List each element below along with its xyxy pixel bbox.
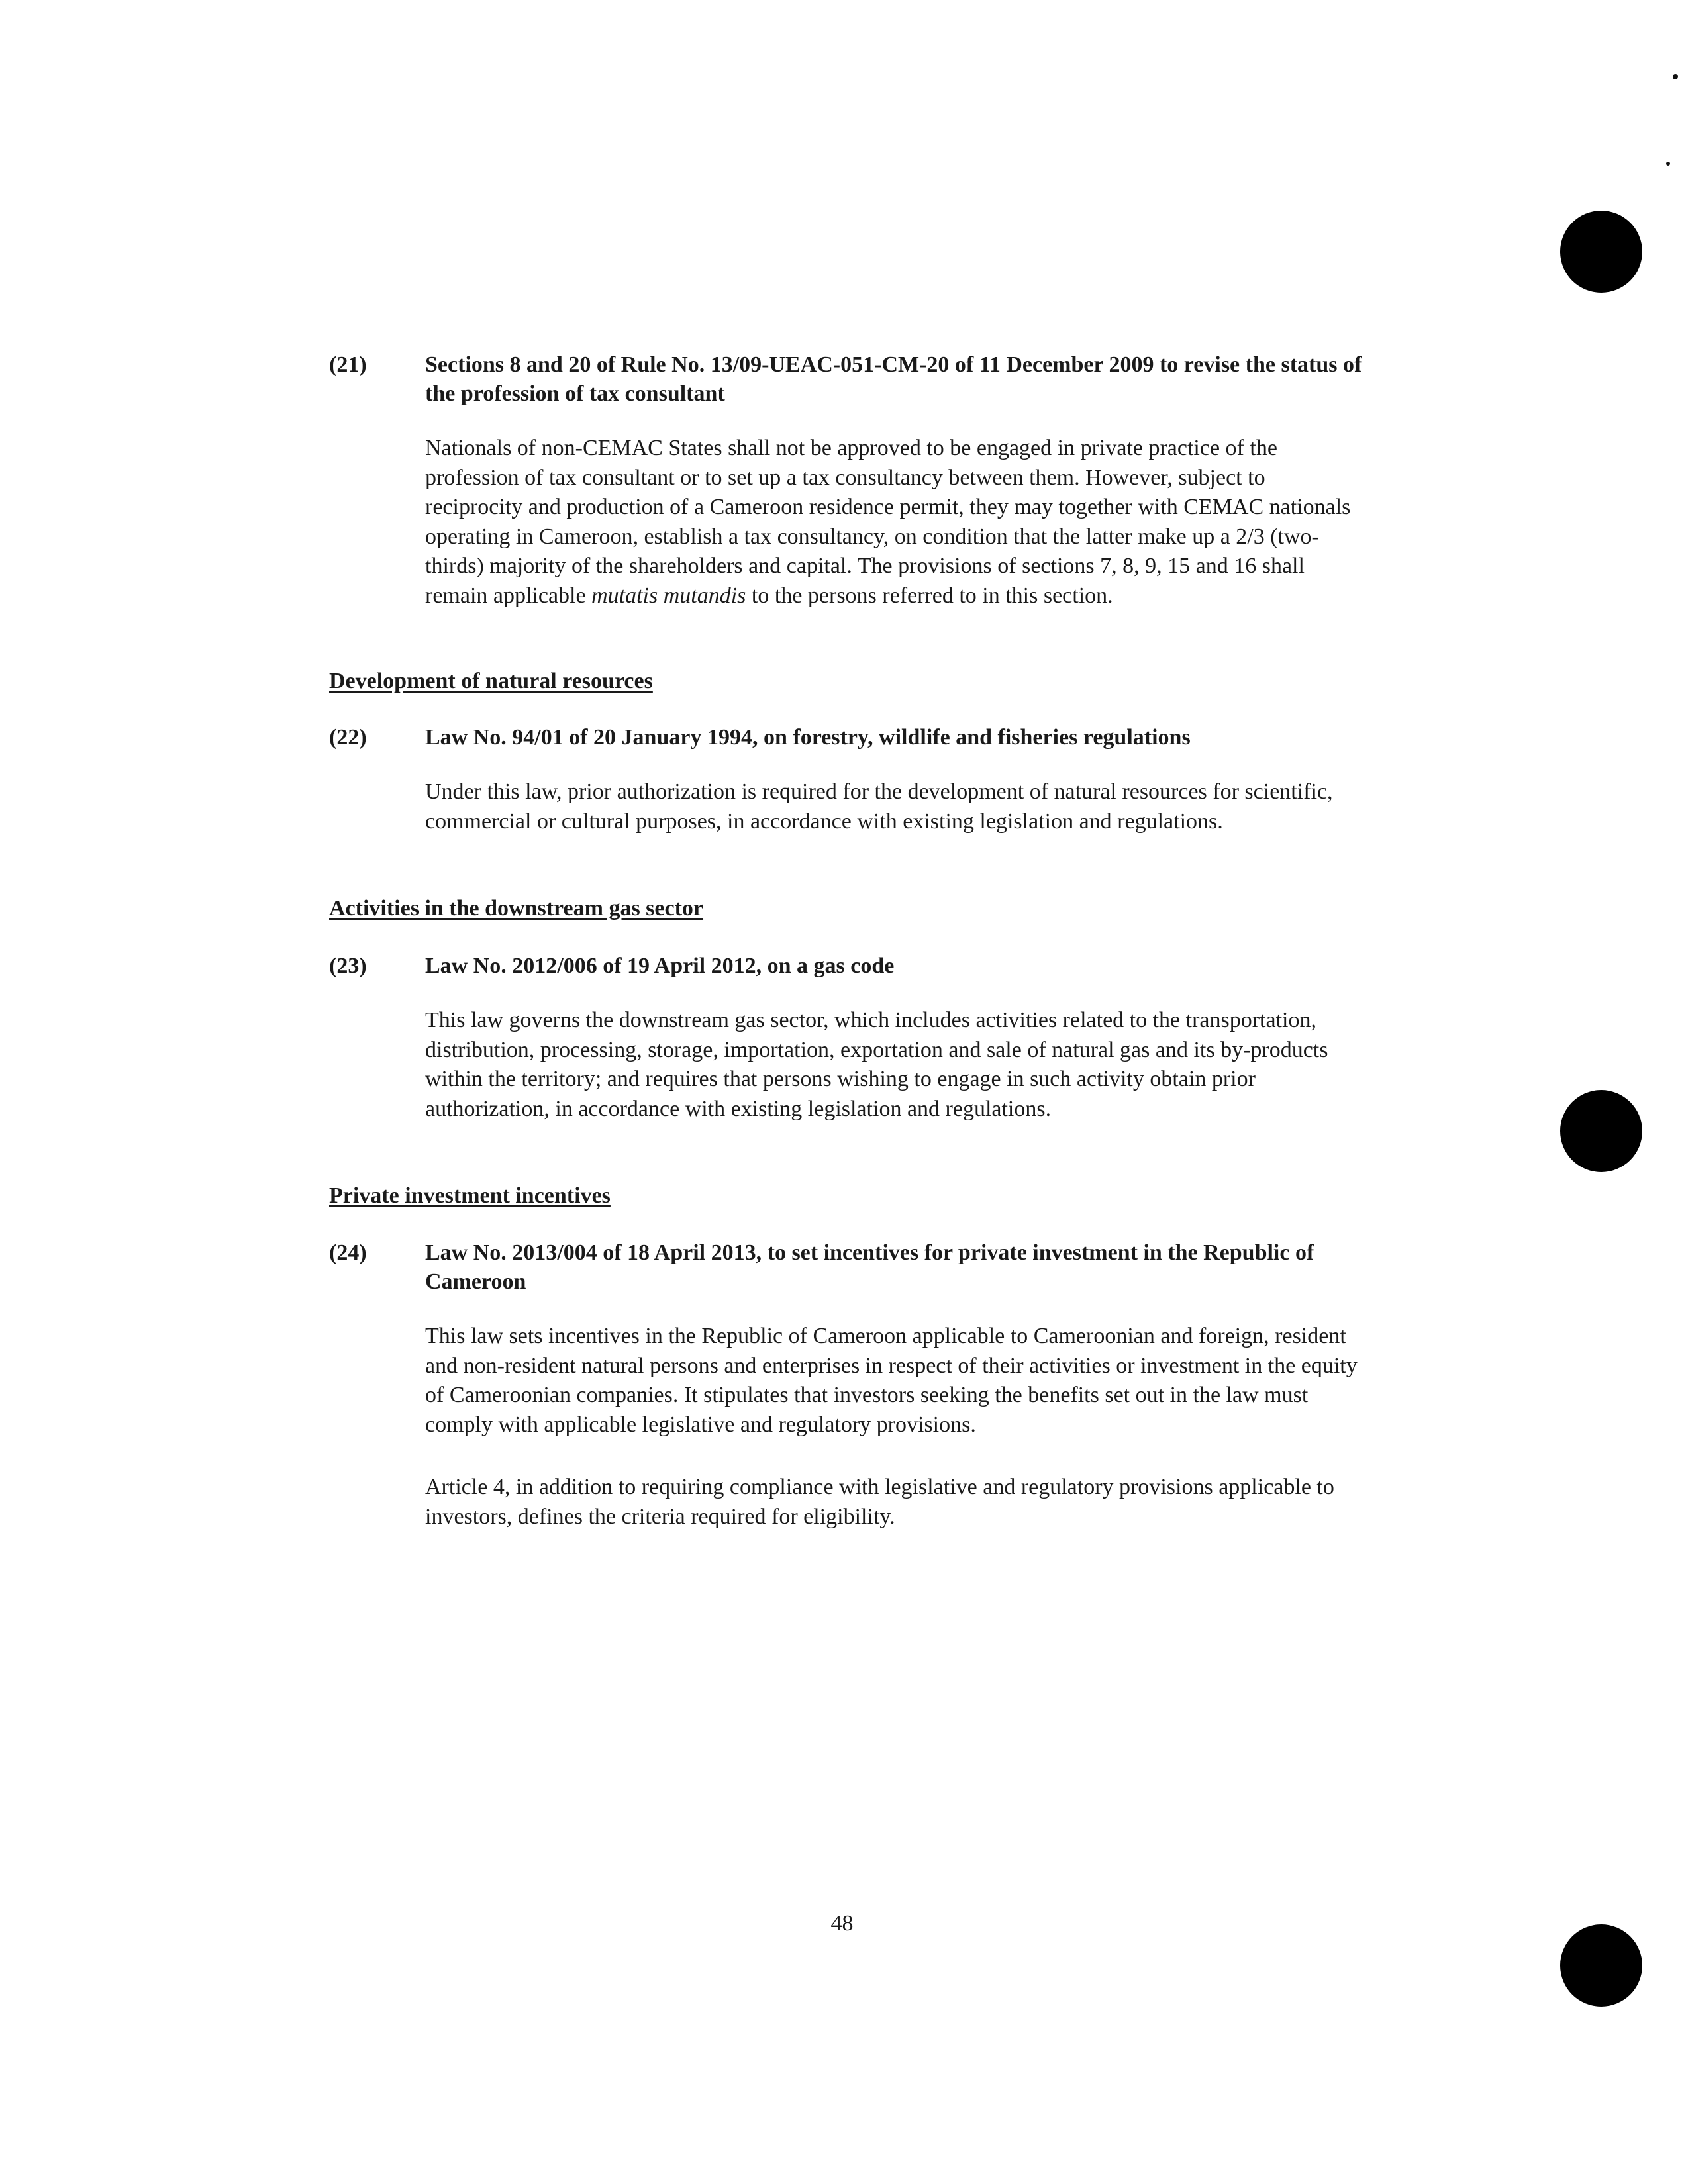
entry-heading: Law No. 94/01 of 20 January 1994, on forestry, wildlife and fisheries regulations — [425, 725, 1191, 750]
section-title-natural-resources: Development of natural resources — [329, 669, 653, 693]
entry-body — [425, 777, 1365, 836]
entry-heading: Sections 8 and 20 of Rule No. 13/09-UEAC-051-CM-20 of 11 December 2009 to revise the status of the profession of tax consultant — [425, 352, 1362, 406]
section-title-downstream-gas: Activities in the downstream gas sector — [329, 896, 704, 920]
section-title-private-investment: Private investment incentives — [329, 1183, 611, 1208]
scan-speck — [1666, 162, 1670, 166]
scan-speck — [1673, 74, 1678, 79]
paragraph-text: to the persons referred to in this section. — [746, 583, 1113, 608]
entry-24 — [329, 1238, 1362, 1532]
entry-body — [425, 1322, 1365, 1532]
page-number: 48 — [830, 1911, 854, 1936]
entry-number: (21) — [329, 352, 367, 377]
paragraph-text: Nationals of non-CEMAC States shall not be approved to be engaged in private practice of the profession of tax consultant or to set up a tax consultancy between them. However, subject to reciprocity and production of a Cameroon residence permit, they may together with CEMAC nationals operating in Cameroon, establish a tax consultancy, on condition that the latter make up a 2/3 (two-thirds) majority of the shareholders and capital. The provisions of sections 7, 8, 9, 15 and 16 shall remain applicable — [425, 436, 1351, 608]
entry-body — [425, 434, 1365, 611]
entry-paragraph: Article 4, in addition to requiring compliance with legislative and regulatory provisions applicable to investors, defines the criteria required for eligibility. — [425, 1475, 1334, 1529]
punch-hole-bottom — [1560, 1924, 1642, 2007]
punch-hole-top — [1560, 211, 1642, 293]
entry-body — [425, 1006, 1365, 1124]
punch-hole-middle — [1560, 1090, 1642, 1172]
entry-paragraph: This law sets incentives in the Republic of Cameroon applicable to Cameroonian and foreign, resident and non-resident natural persons and enterprises in respect of their activities or investment in the equity of Cameroonian companies. It stipulates that investors seeking the benefits set out in the law must comply with applicable legislative and regulatory provisions. — [425, 1324, 1358, 1437]
entry-23 — [329, 952, 1362, 1124]
entry-paragraph: This law governs the downstream gas sector, which includes activities related to the transportation, distribution, processing, storage, importation, exportation and sale of natural gas and its by-products within the territory; and requires that persons wishing to engage in such activity obtain prior authorization, in accordance with existing legislation and regulations. — [425, 1008, 1328, 1121]
entry-heading: Law No. 2013/004 of 18 April 2013, to set incentives for private investment in the Republic of Cameroon — [425, 1240, 1314, 1294]
entry-number: (22) — [329, 725, 367, 750]
entry-paragraph: Under this law, prior authorization is required for the development of natural resources for scientific, commercial or cultural purposes, in accordance with existing legislation and regulations. — [425, 779, 1333, 834]
entry-22 — [329, 723, 1362, 836]
entry-number: (23) — [329, 954, 367, 978]
entry-number: (24) — [329, 1240, 367, 1265]
entry-21 — [329, 350, 1362, 611]
entry-paragraph — [425, 434, 1365, 611]
entry-heading: Law No. 2012/006 of 19 April 2012, on a gas code — [425, 954, 895, 978]
italic-phrase: mutatis mutandis — [591, 583, 746, 608]
